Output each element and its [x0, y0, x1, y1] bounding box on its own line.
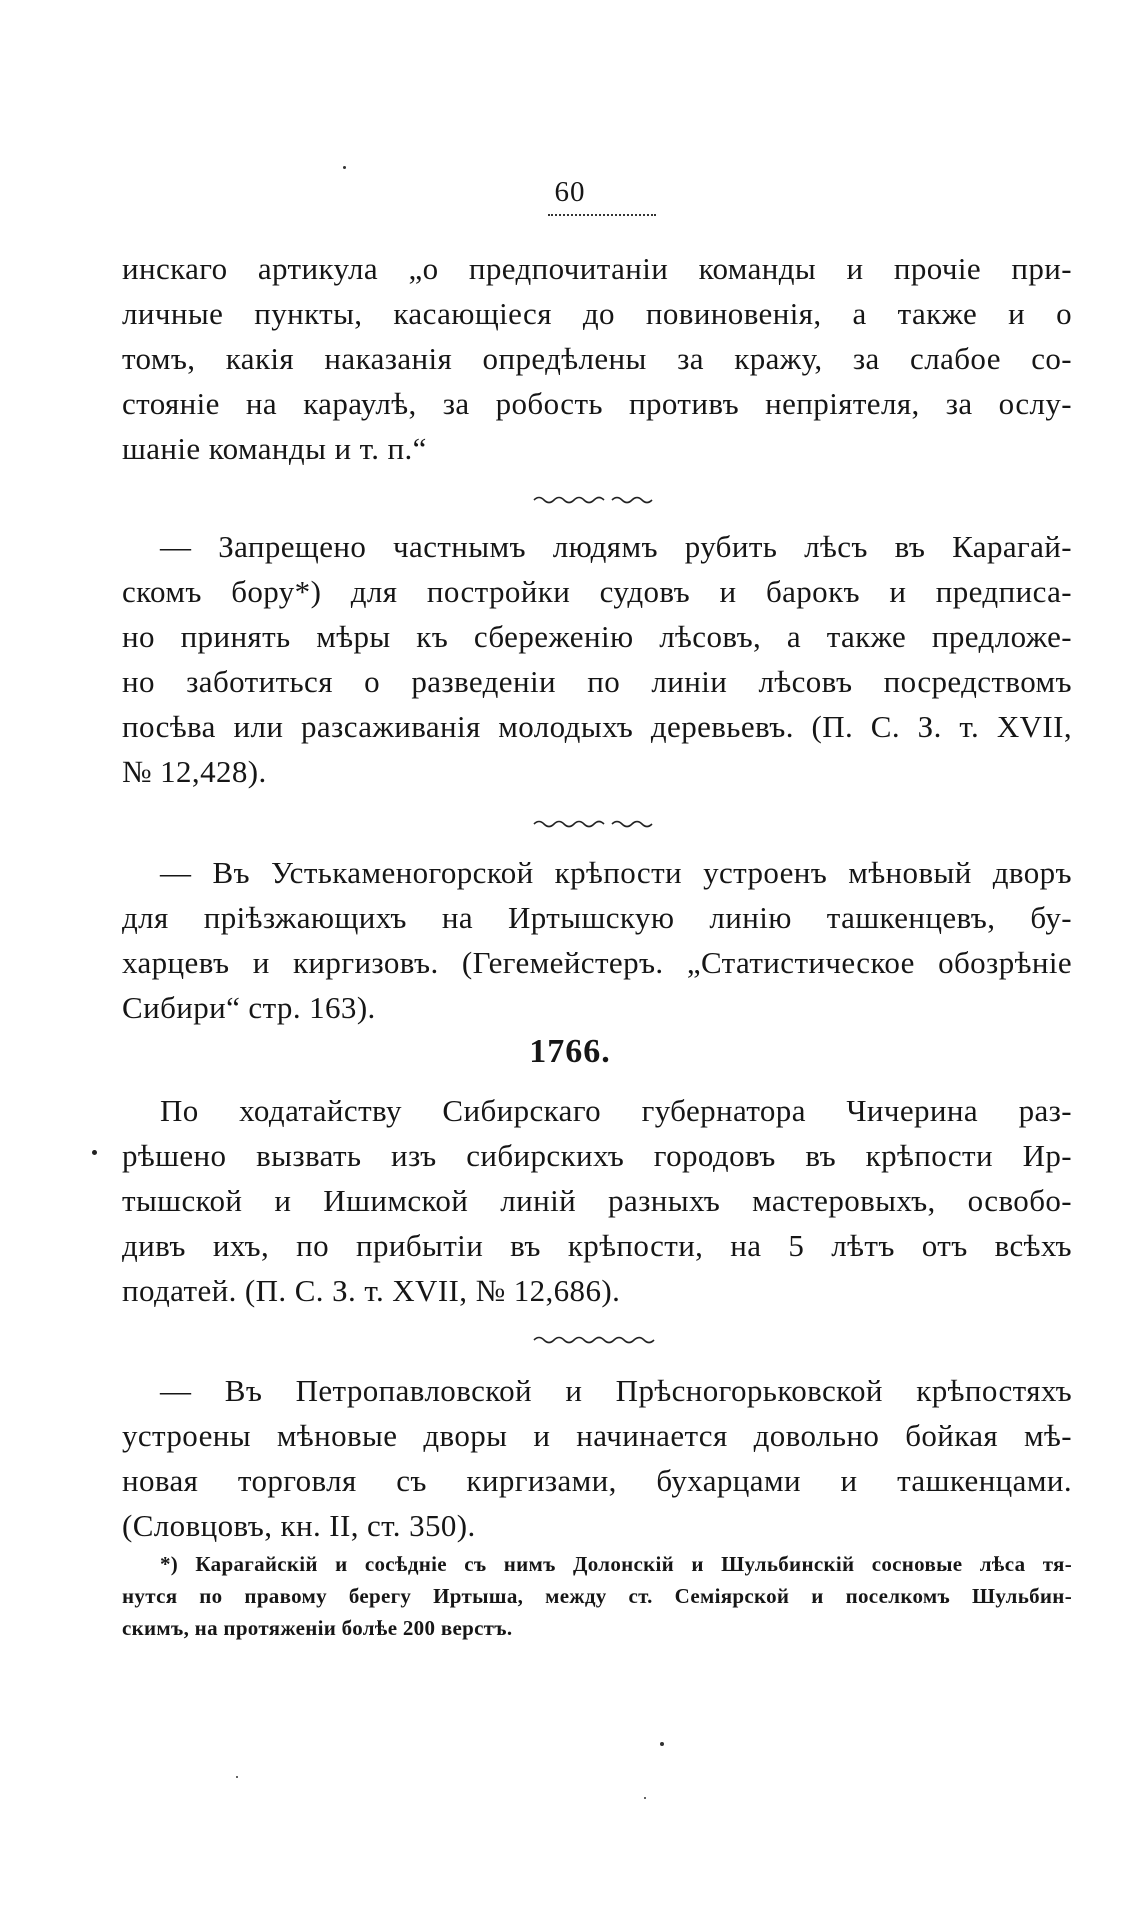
- scan-speck: [236, 1776, 238, 1778]
- paragraph-1: [122, 246, 1072, 471]
- paragraph-4-line-4: дивъ ихъ, по прибытіи въ крѣпости, на 5 лѣтъ отъ всѣхъ: [122, 1228, 1072, 1263]
- paragraph-2-line-1: — Запрещено частнымъ людямъ рубить лѣсъ въ Карагай-: [160, 529, 1072, 564]
- footnote-line-2: нутся по правому берегу Иртыша, между ст. Семіярской и поселкомъ Шульбин-: [122, 1584, 1072, 1608]
- section-divider-3: [532, 1334, 656, 1346]
- year-heading: 1766.: [529, 1033, 611, 1070]
- scan-speck: [343, 166, 346, 169]
- paragraph-3: [122, 850, 1072, 1030]
- paragraph-4: [122, 1088, 1072, 1313]
- paragraph-3-line-2: для пріѣзжающихъ на Иртышскую линію ташкенцевъ, бу-: [122, 900, 1072, 935]
- footnote: [122, 1548, 1072, 1644]
- scan-speck: [644, 1797, 646, 1799]
- paragraph-2: [122, 524, 1072, 794]
- footnote-line-1: *) Карагайскій и сосѣдніе съ нимъ Долонскій и Шульбинскій сосновые лѣса тя-: [160, 1552, 1072, 1576]
- section-divider-2: [532, 818, 656, 830]
- paragraph-4-line-2: рѣшено вызвать изъ сибирскихъ городовъ въ крѣпости Ир-: [122, 1138, 1072, 1173]
- page-number-dot-leader: [548, 214, 656, 216]
- paragraph-1-line-1: инскаго артикула „о предпочитаніи команды и прочіе при-: [122, 251, 1072, 286]
- paragraph-1-line-3: томъ, какія наказанія опредѣлены за кражу, за слабое со-: [122, 341, 1072, 376]
- paragraph-1-line-5: шаніе команды и т. п.“: [122, 431, 427, 466]
- paragraph-1-line-4: стояніе на караулѣ, за робость противъ непріятеля, за ослу-: [122, 386, 1072, 421]
- paragraph-2-line-4: но заботиться о разведеніи по линіи лѣсовъ посредствомъ: [122, 664, 1072, 699]
- paragraph-5: [122, 1368, 1072, 1548]
- scan-speck: [660, 1742, 664, 1746]
- paragraph-5-line-3: новая торговля съ киргизами, бухарцами и ташкенцами.: [122, 1463, 1072, 1498]
- paragraph-2-line-3: но принять мѣры къ сбереженію лѣсовъ, а также предложе-: [122, 619, 1072, 654]
- paragraph-5-line-4: (Словцовъ, кн. II, ст. 350).: [122, 1508, 476, 1543]
- paragraph-3-line-3: харцевъ и киргизовъ. (Гегемейстеръ. „Статистическое обозрѣніе: [122, 945, 1072, 980]
- section-divider-1: [532, 494, 656, 506]
- footnote-line-3: скимъ, на протяженіи болѣе 200 верстъ.: [122, 1616, 513, 1640]
- paragraph-5-line-2: устроены мѣновые дворы и начинается довольно бойкая мѣ-: [122, 1418, 1072, 1453]
- paragraph-4-line-5: податей. (П. С. З. т. XVII, № 12,686).: [122, 1273, 621, 1308]
- margin-mark: [92, 1150, 97, 1155]
- paragraph-1-line-2: личные пункты, касающіеся до повиновенія, а также и о: [122, 296, 1072, 331]
- page-number: 60: [554, 176, 586, 208]
- paragraph-5-line-1: — Въ Петропавловской и Прѣсногорьковской крѣпостяхъ: [160, 1373, 1072, 1408]
- paragraph-3-line-4: Сибири“ стр. 163).: [122, 990, 376, 1025]
- paragraph-3-line-1: — Въ Устькаменогорской крѣпости устроенъ мѣновый дворъ: [160, 855, 1072, 890]
- paragraph-2-line-6: № 12,428).: [122, 754, 267, 789]
- paragraph-4-line-3: тышской и Ишимской линій разныхъ мастеровыхъ, освобо-: [122, 1183, 1072, 1218]
- paragraph-2-line-5: посѣва или разсаживанія молодыхъ деревьевъ. (П. С. З. т. XVII,: [122, 709, 1072, 744]
- paragraph-2-line-2: скомъ бору*) для постройки судовъ и барокъ и предписа-: [122, 574, 1072, 609]
- paragraph-4-line-1: По ходатайству Сибирскаго губернатора Чичерина раз-: [160, 1093, 1072, 1128]
